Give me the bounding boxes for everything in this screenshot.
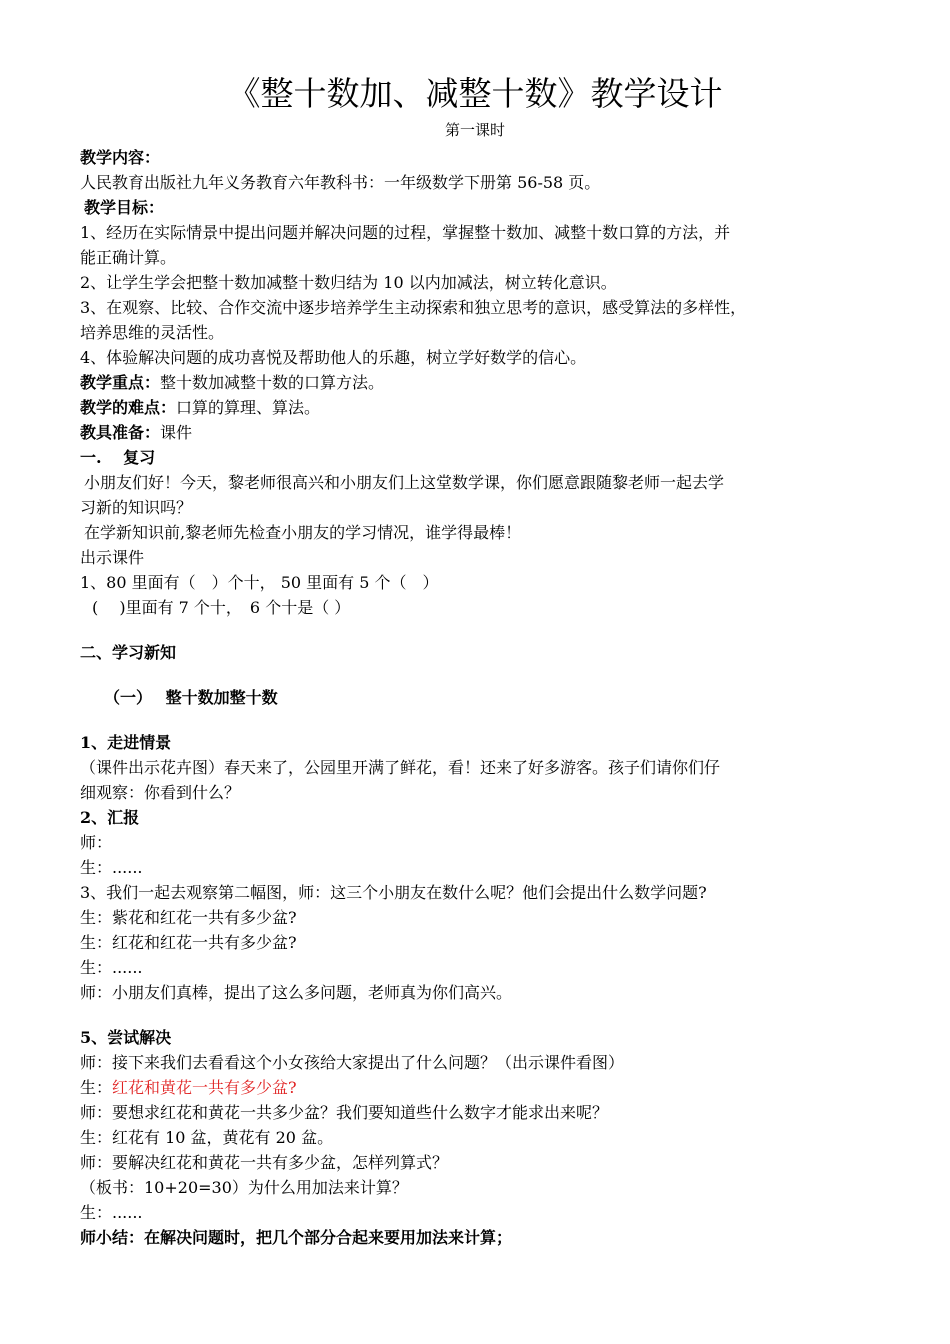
key-point [80, 370, 870, 395]
objective-line: 能正确计算。 [80, 248, 177, 267]
speaker-prefix: 生： [80, 1078, 113, 1097]
objective-line: 4、体验解决问题的成功喜悦及帮助他人的乐趣，树立学好数学的信心。 [80, 348, 587, 367]
highlighted-question: 红花和黄花一共有多少盆? [112, 1078, 297, 1097]
section-heading: 1、走进情景 [80, 733, 172, 752]
dialogue-line: 生：...... [80, 1203, 143, 1222]
difficulty-label: 教学的难点： [80, 398, 177, 417]
tools-text: 课件 [160, 423, 193, 442]
tools-label: 教具准备： [80, 423, 161, 442]
key-point-text: 整十数加减整十数的口算方法。 [160, 373, 385, 392]
objectives-label: 教学目标： [84, 198, 165, 217]
dialogue-line: 生：红花有 10 盆，黄花有 20 盆。 [80, 1128, 334, 1147]
dialogue-line: 3、我们一起去观察第二幅图，师：这三个小朋友在数什么呢？他们会提出什么数学问题? [80, 883, 707, 902]
objective-line: 1、经历在实际情景中提出问题并解决问题的过程，掌握整十数加、减整十数口算的方法，并 [80, 223, 731, 242]
review-line: 出示课件 [80, 548, 145, 567]
dialogue-line: 师：接下来我们去看看这个小女孩给大家提出了什么问题？（出示课件看图） [80, 1053, 625, 1072]
objective-line: 3、在观察、比较、合作交流中逐步培养学生主动探索和独立思考的意识，感受算法的多样性， [80, 298, 747, 317]
dialogue-line: 师： [80, 833, 113, 852]
review-line: 在学新知识前,黎老师先检查小朋友的学习情况，谁学得最棒！ [84, 523, 522, 542]
section-line: （课件出示花卉图）春天来了，公园里开满了鲜花，看！还来了好多游客。孩子们请你们仔 [80, 758, 721, 777]
dialogue-line: 生：红花和红花一共有多少盆? [80, 933, 297, 952]
dialogue-line: （板书：10+20=30）为什么用加法来计算？ [80, 1178, 408, 1197]
key-point-label: 教学重点： [80, 373, 161, 392]
document-body [80, 145, 870, 1250]
section-heading: 2、汇报 [80, 808, 140, 827]
teacher-summary: 师小结：在解决问题时，把几个部分合起来要用加法来计算； [80, 1228, 513, 1247]
review-line: 小朋友们好！今天，黎老师很高兴和小朋友们上这堂数学课，你们愿意跟随黎老师一起去学 [84, 473, 725, 492]
difficulty-text: 口算的算理、算法。 [176, 398, 321, 417]
new-knowledge-heading: 二、学习新知 [80, 643, 177, 662]
content-label: 教学内容： [80, 148, 161, 167]
tools [80, 420, 870, 445]
difficulty [80, 395, 870, 420]
page-title: 《整十数加、减整十数》教学设计 [227, 74, 723, 113]
dialogue-line-highlight [80, 1075, 870, 1100]
dialogue-line: 师：要想求红花和黄花一共多少盆？我们要知道些什么数字才能求出来呢？ [80, 1103, 609, 1122]
sub-heading: （一） 整十数加整十数 [104, 688, 278, 707]
objective-line: 培养思维的灵活性。 [80, 323, 225, 342]
review-line: 习新的知识吗？ [80, 498, 193, 517]
dialogue-line: 师：小朋友们真棒，提出了这么多问题，老师真为你们高兴。 [80, 983, 513, 1002]
review-line: ( )里面有 7 个十， 6 个十是（ ） [92, 598, 351, 617]
section-heading: 5、尝试解决 [80, 1028, 172, 1047]
section-line: 细观察：你看到什么？ [80, 783, 241, 802]
dialogue-line: 生：...... [80, 858, 143, 877]
objective-line: 2、让学生学会把整十数加减整十数归结为 10 以内加减法，树立转化意识。 [80, 273, 617, 292]
content-text: 人民教育出版社九年义务教育六年教科书：一年级数学下册第 56-58 页。 [80, 173, 601, 192]
review-line: 1、80 里面有（ ）个十， 50 里面有 5 个（ ） [80, 573, 439, 592]
dialogue-line: 生：...... [80, 958, 143, 977]
dialogue-line: 生：紫花和红花一共有多少盆? [80, 908, 297, 927]
review-heading: 一. 复习 [80, 448, 156, 467]
lesson-subtitle: 第一课时 [444, 121, 505, 139]
dialogue-line: 师：要解决红花和黄花一共有多少盆，怎样列算式？ [80, 1153, 449, 1172]
